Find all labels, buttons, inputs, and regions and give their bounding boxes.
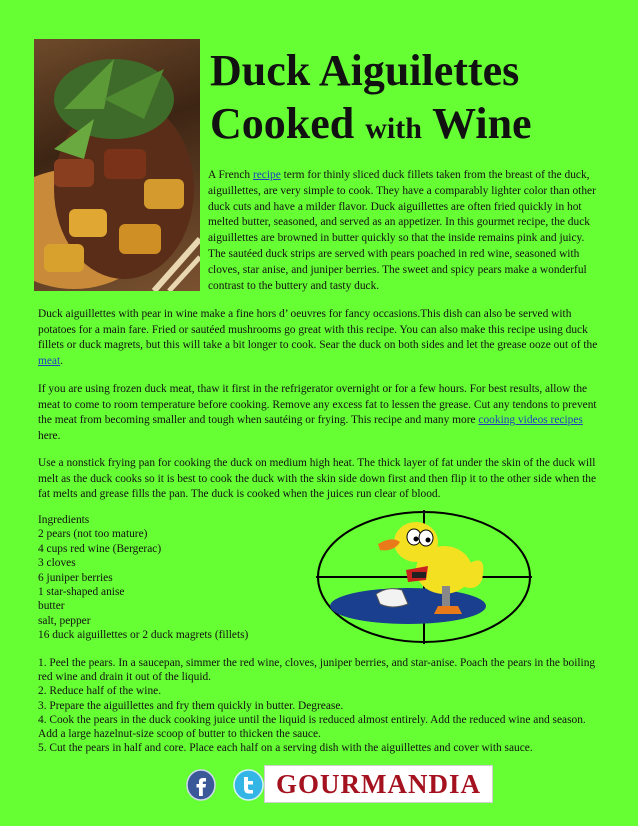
step-item: 4. Cook the pears in the duck cooking juice until the liquid is reduced almost entirely. Add the reduced wine and season. Add a large hazelnut-size scoop of butter to thicken the sauce. [38,713,586,741]
title-line-2 [210,97,620,155]
ingredient-item: 2 pears (not too mature) [38,528,148,541]
intro-text-start: A French [208,169,253,181]
ingredient-item: 4 cups red wine (Bergerac) [38,542,162,555]
ingredient-item: salt, pepper [38,614,91,627]
intro-text-end: term for thinly sliced duck fillets taken from the breast of the duck, aiguillettes, are very simple to cook. They have a comparably lighter color than other duck cuts and have a milder flavor. Duck aiguillettes are often fried quickly in hot melted butter, seasoned, and served as an appetizer. In this gourmet recipe, the duck aiguillettes are browned in butter quickly so that the inside remains pink and juicy. The sautéed duck strips are served with pears poached in red wine, seasoned with cloves, star anise, and juniper berries. The sweet and spicy pears make a wonderful contrast to the buttery and tasty duck. [208,169,596,292]
page-title [210,44,620,155]
ingredient-item: 6 juniper berries [38,571,113,584]
twitter-icon[interactable] [233,769,264,801]
facebook-icon[interactable] [186,769,216,801]
title-word-with: with [365,112,422,145]
recipe-link[interactable]: recipe [252,169,281,181]
title-line-1: Duck Aiguilettes [210,46,520,95]
title-word-wine: Wine [432,99,532,148]
title-word-cooked: Cooked [210,99,355,148]
steps-list [38,656,604,755]
paragraph-thawing-text: If you are using frozen duck meat, thaw it first in the refrigerator overnight or for a few hours. For best results, allow the meat to come to room temperature before cooking. Remove any excess fat to lessen the grease. Cut any tendons to prevent the meat from becoming smaller and tough when sautéing or frying. This recipe and many more [38,383,597,427]
meat-link[interactable]: meat [38,354,61,367]
ingredient-item: butter [38,600,65,613]
ingredient-item: 3 cloves [38,557,76,570]
duck-hunting-illustration [316,510,532,644]
duck-dish-photo [34,39,200,291]
paragraph-serving-text: Duck aiguillettes with pear in wine make a fine hors d’ oeuvres for fancy occasions.This dish can also be served with potatoes for a main fare. Fried or sautéed mushrooms go great with this recipe. You can also make this recipe using duck fillets or duck magrets, but this will take a bit longer to cook. Sear the duck on both sides and let the grease ooze out of the [38,308,598,352]
step-item: 1. Peel the pears. In a saucepan, simmer the red wine, cloves, juniper berries, and star-anise. Poach the pears in the boiling red wine and drain it out of the liquid. [38,657,596,684]
ingredient-item: 16 duck aiguillettes or 2 duck magrets (fillets) [38,629,249,642]
gourmandia-logo[interactable]: GOURMANDIA [264,765,493,803]
paragraph-serving [38,307,604,369]
ingredients-heading: Ingredients [38,514,90,526]
intro-paragraph [208,168,604,294]
paragraph-thawing-end: here. [38,429,61,442]
paragraph-serving-end: . [60,354,63,367]
step-item: 3. Prepare the aiguillettes and fry them quickly in butter. Degrease. [38,699,344,712]
paragraph-thawing [38,382,604,444]
step-item: 5. Cut the pears in half and core. Place each half on a serving dish with the aiguillettes and cover with sauce. [38,742,533,755]
ingredient-item: 1 star-shaped anise [38,586,125,599]
paragraph-cooking: Use a nonstick frying pan for cooking the duck on medium high heat. The thick layer of fat under the skin of the duck will melt as the duck cooks so it is best to cook the duck with the skin side down first and then flip it to the other side when the fat melts and grease fills the pan. The duck is cooked when the juices run clear of blood. [38,457,597,501]
step-item: 2. Reduce half of the wine. [38,685,162,698]
ingredients-list [38,513,318,643]
cooking-videos-link[interactable]: cooking videos recipes [478,414,583,427]
